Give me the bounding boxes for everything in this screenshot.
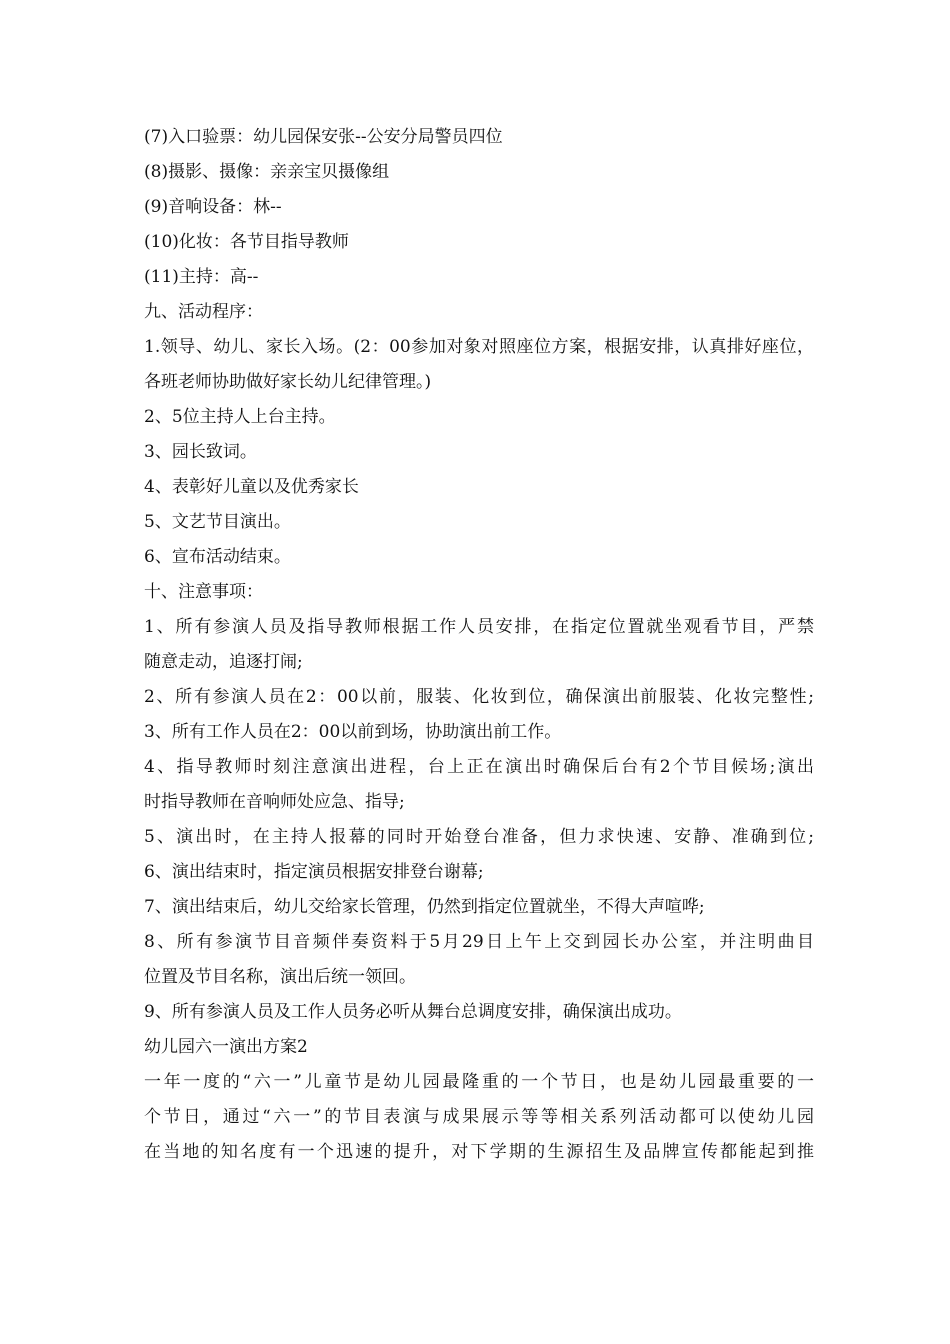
document-body xyxy=(144,120,814,1170)
text-line: (8)摄影、摄像：亲亲宝贝摄像组 xyxy=(144,162,390,182)
text-line: 2、所有参演人员在2：00以前，服装、化妆到位，确保演出前服装、化妆完整性; xyxy=(144,687,814,707)
text-line: (11)主持：高-- xyxy=(144,267,259,287)
text-line: 7、演出结束后，幼儿交给家长管理，仍然到指定位置就坐，不得大声喧哗; xyxy=(144,897,705,917)
text-line: 3、园长致词。 xyxy=(144,442,257,462)
text-line: 随意走动，追逐打闹; xyxy=(144,652,303,672)
text-line: 6、宣布活动结束。 xyxy=(144,547,291,567)
text-line: 一年一度的“六一”儿童节是幼儿园最隆重的一个节日，也是幼儿园最重要的一 xyxy=(144,1072,814,1092)
section-heading: 十、注意事项： xyxy=(144,582,263,602)
section-heading: 九、活动程序： xyxy=(144,302,263,322)
text-line: 1、所有参演人员及指导教师根据工作人员安排，在指定位置就坐观看节目，严禁 xyxy=(144,617,814,637)
text-line: 5、文艺节目演出。 xyxy=(144,512,291,532)
text-line: 2、5位主持人上台主持。 xyxy=(144,407,336,427)
text-line: (9)音响设备：林-- xyxy=(144,197,282,217)
text-line: 6、演出结束时，指定演员根据安排登台谢幕; xyxy=(144,862,484,882)
text-line: 3、所有工作人员在2：00以前到场，协助演出前工作。 xyxy=(144,722,562,742)
text-line: (7)入口验票：幼儿园保安张--公安分局警员四位 xyxy=(144,127,503,147)
text-line: 个节日，通过“六一”的节目表演与成果展示等等相关系列活动都可以使幼儿园 xyxy=(144,1107,814,1127)
section-title: 幼儿园六一演出方案2 xyxy=(144,1037,308,1057)
text-line: 各班老师协助做好家长幼儿纪律管理。) xyxy=(144,372,432,392)
text-line: 8、所有参演节目音频伴奏资料于5月29日上午上交到园长办公室，并注明曲目 xyxy=(144,932,814,952)
text-line: 时指导教师在音响师处应急、指导; xyxy=(144,792,405,812)
text-line: 4、表彰好儿童以及优秀家长 xyxy=(144,477,359,497)
text-line: 9、所有参演人员及工作人员务必听从舞台总调度安排，确保演出成功。 xyxy=(144,1002,682,1022)
text-line: 1.领导、幼儿、家长入场。(2：00参加对象对照座位方案，根据安排，认真排好座位， xyxy=(144,337,814,357)
text-line: 位置及节目名称，演出后统一领回。 xyxy=(144,967,416,987)
text-line: 4、指导教师时刻注意演出进程，台上正在演出时确保后台有2个节目候场;演出 xyxy=(144,757,814,777)
text-line: (10)化妆：各节目指导教师 xyxy=(144,232,349,252)
text-line: 在当地的知名度有一个迅速的提升，对下学期的生源招生及品牌宣传都能起到推 xyxy=(144,1142,814,1162)
text-line: 5、演出时，在主持人报幕的同时开始登台准备，但力求快速、安静、准确到位; xyxy=(144,827,814,847)
